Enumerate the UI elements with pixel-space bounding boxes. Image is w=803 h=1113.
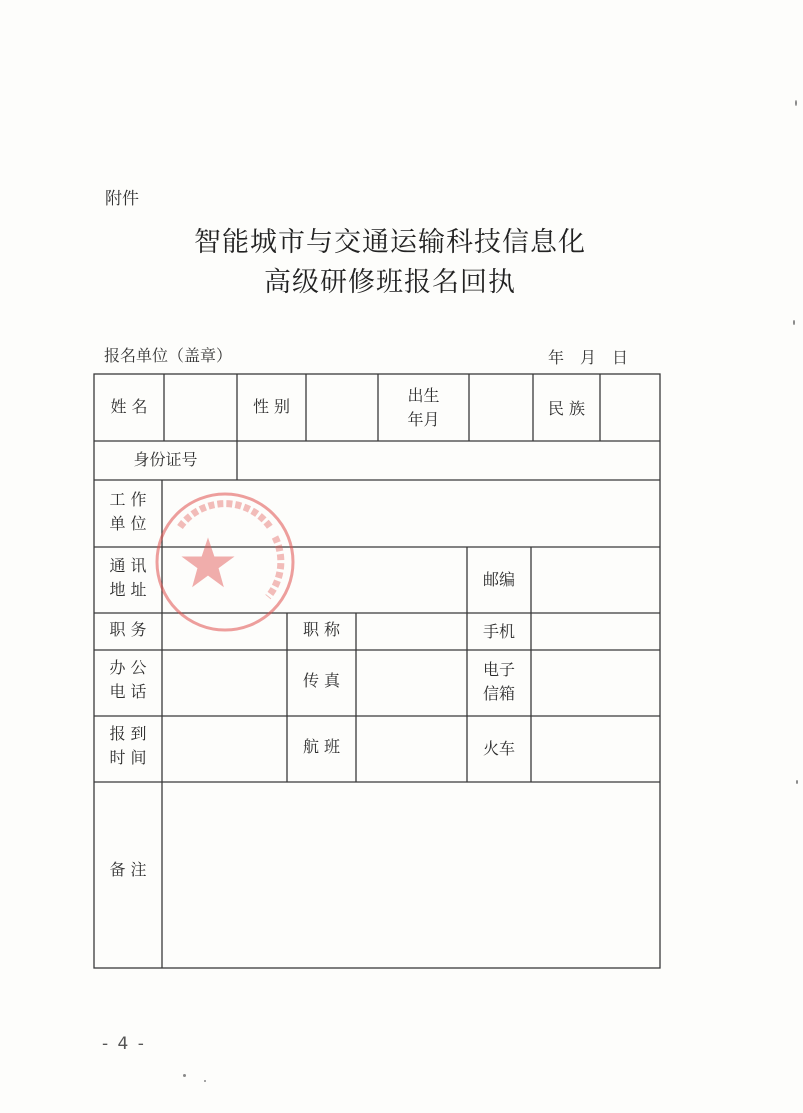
train-label: 火车 — [482, 739, 515, 758]
scan-speck — [183, 1074, 186, 1077]
professional-title-label: 职 称 — [302, 620, 341, 639]
official-seal-stamp — [150, 487, 300, 637]
position-label: 职 务 — [109, 620, 147, 639]
date-label: 年 月 日 — [548, 348, 629, 367]
mobile-label: 手机 — [482, 622, 515, 641]
address-label: 通 讯 地 址 — [109, 556, 147, 599]
fax-label: 传 真 — [302, 671, 341, 690]
document-title-line-1: 智能城市与交通运输科技信息化 — [194, 227, 586, 258]
registration-unit-label: 报名单位（盖章） — [104, 346, 233, 365]
name-label: 姓 名 — [110, 397, 148, 416]
arrival-time-label: 报 到 时 间 — [109, 724, 147, 767]
id-number-label: 身份证号 — [133, 450, 198, 469]
work-unit-label: 工 作 单 位 — [109, 490, 147, 533]
scan-speck — [793, 320, 795, 325]
scan-speck — [204, 1080, 206, 1082]
flight-label: 航 班 — [302, 737, 341, 756]
document-title-line-2: 高级研修班报名回执 — [264, 267, 516, 298]
gender-label: 性 别 — [252, 397, 291, 416]
postcode-label: 邮编 — [482, 570, 515, 589]
scan-speck — [796, 780, 798, 784]
scan-speck — [795, 100, 797, 106]
birth-date-label: 出生 年月 — [407, 386, 440, 429]
page-number: - 4 - — [102, 1034, 146, 1054]
remarks-label: 备 注 — [109, 860, 147, 879]
attachment-label: 附件 — [105, 189, 139, 209]
ethnicity-label: 民 族 — [547, 399, 586, 418]
email-label: 电子 信箱 — [482, 660, 515, 703]
office-phone-label: 办 公 电 话 — [109, 658, 147, 701]
